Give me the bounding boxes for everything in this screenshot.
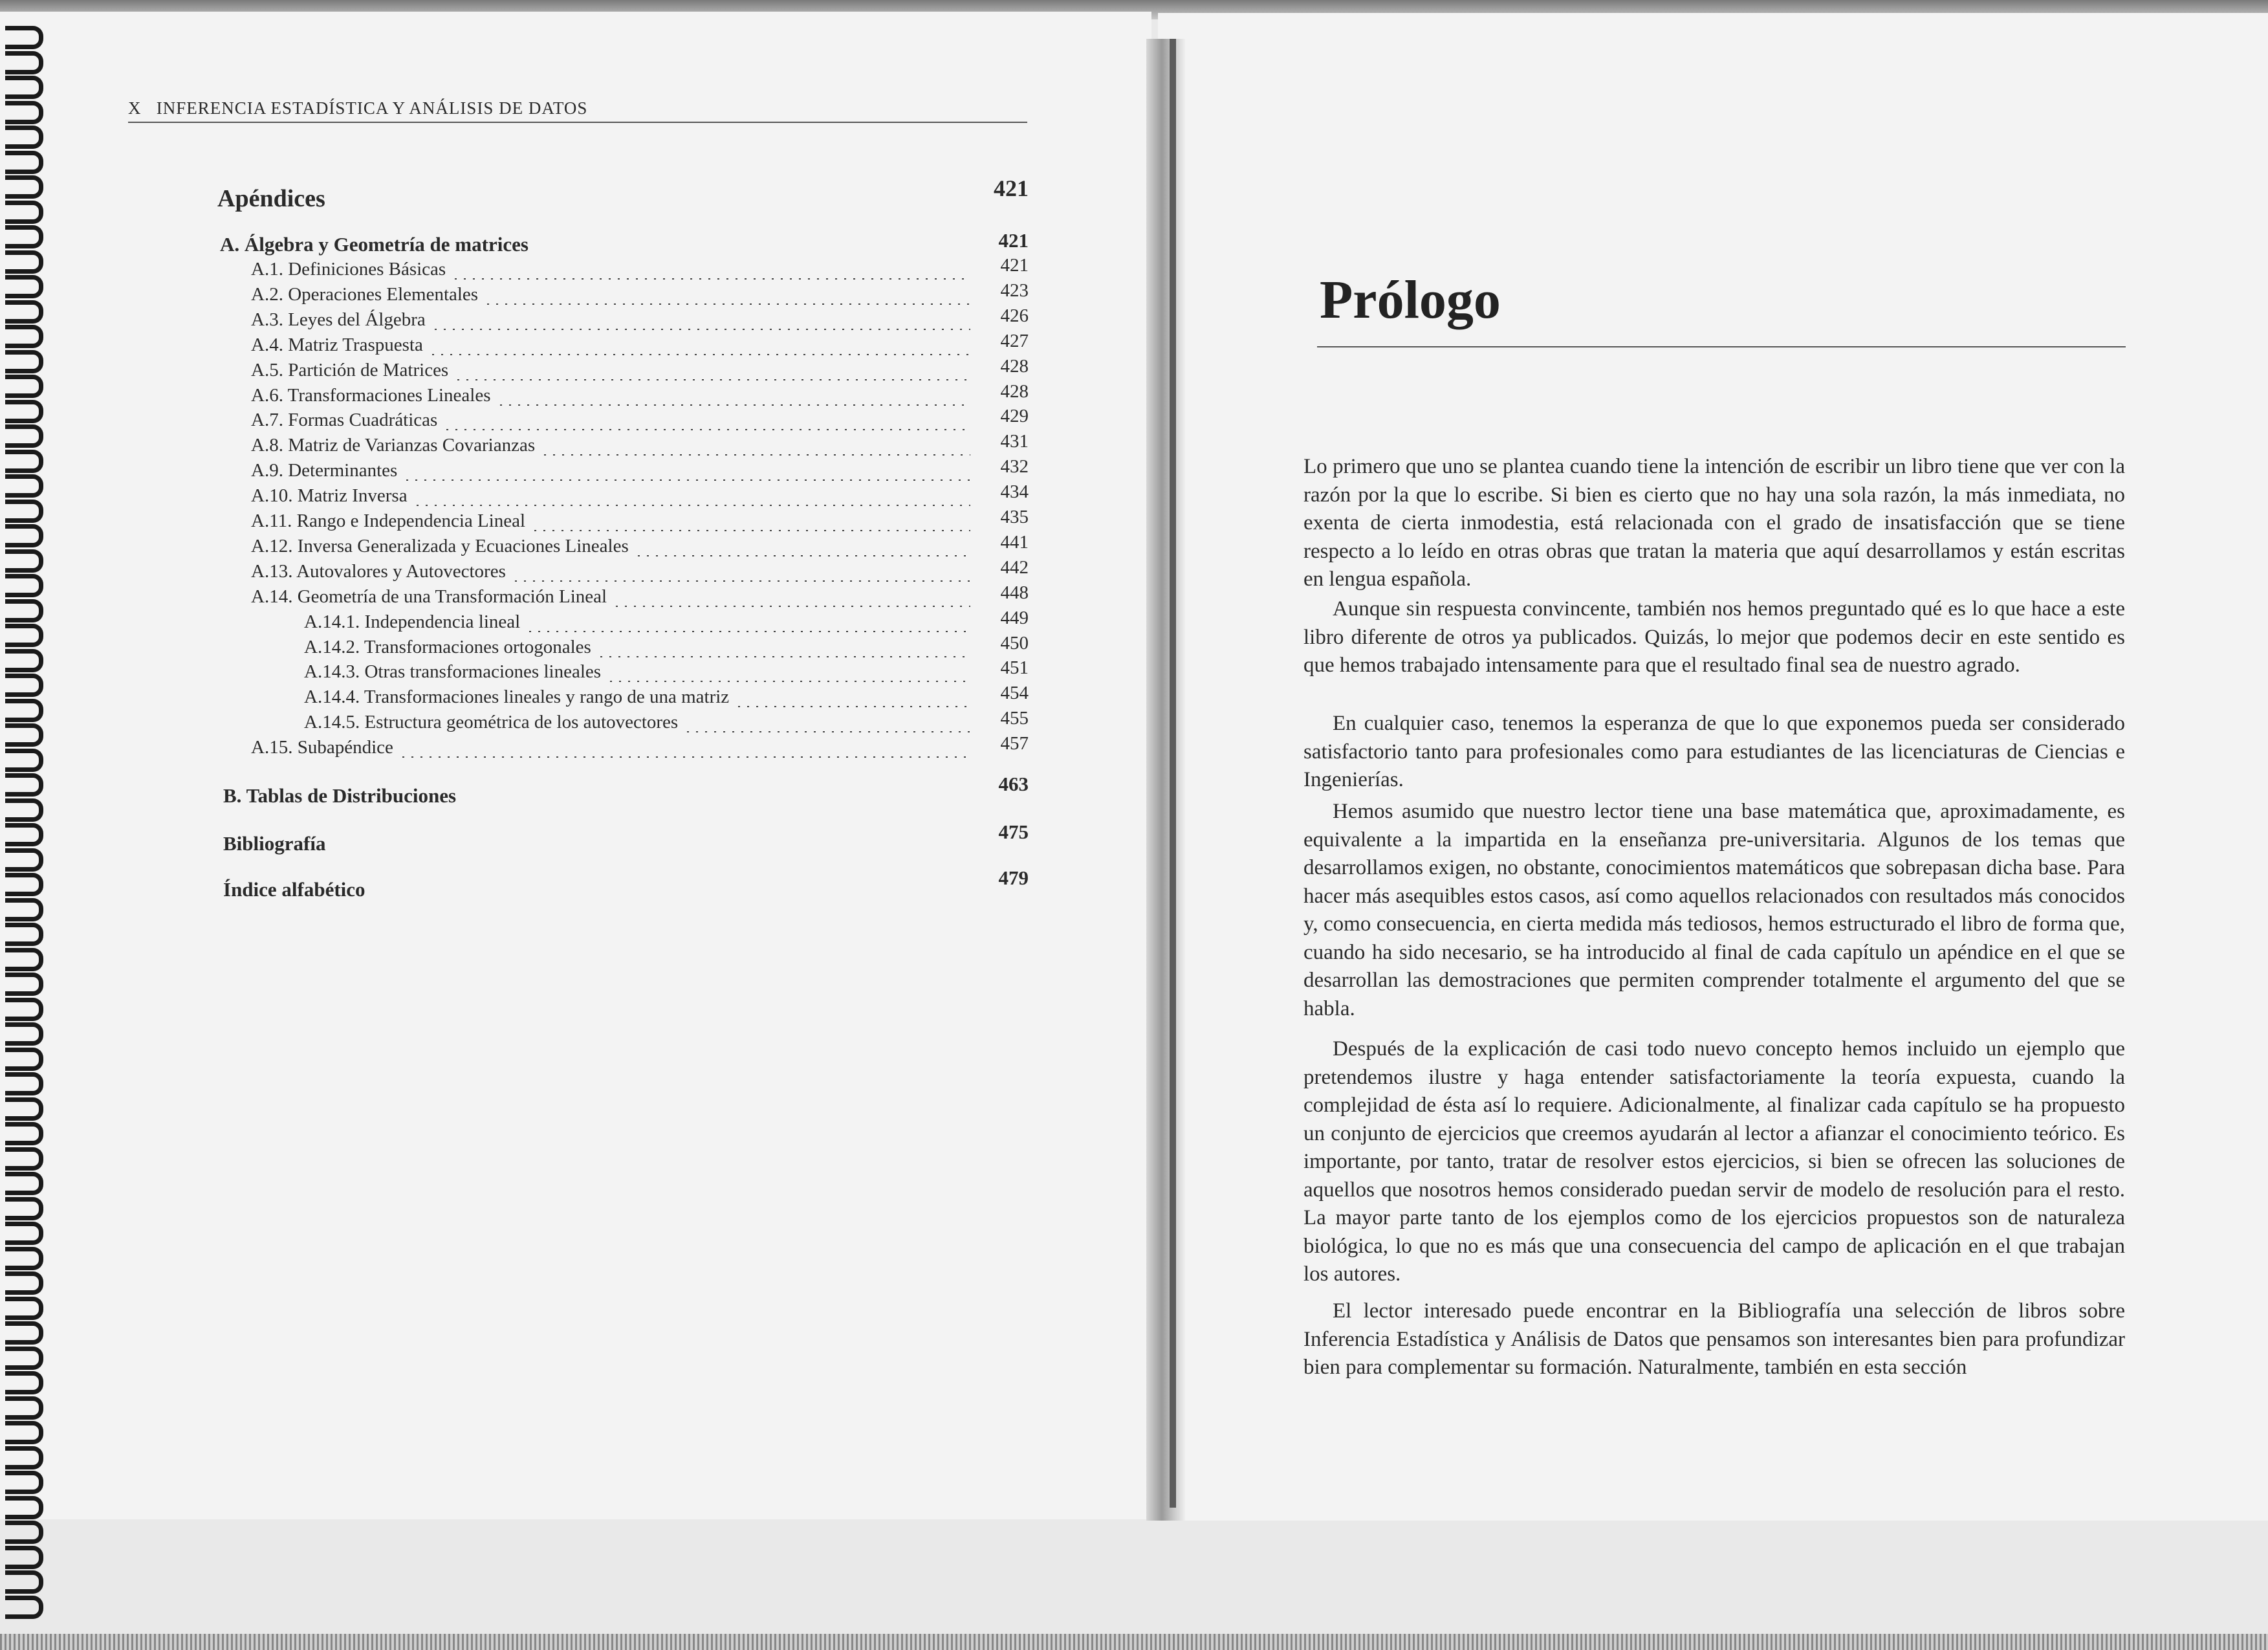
toc-entry-label: A.3. Leyes del Álgebra: [251, 309, 426, 330]
binding-ring: [5, 201, 43, 224]
toc-section-b-page: 463: [998, 773, 1029, 795]
toc-entry: [0, 582, 1035, 612]
toc-indice-label: Índice alfabético: [223, 878, 365, 901]
binding-ring: [5, 1471, 43, 1494]
toc-entry-leader: [529, 631, 970, 632]
binding-ring: [5, 1097, 43, 1121]
binding-ring: [5, 1271, 43, 1295]
toc-entry-leader: [487, 303, 970, 305]
binding-ring: [5, 1197, 43, 1220]
toc-entry-page: 427: [1000, 331, 1029, 351]
binding-ring: [5, 1222, 43, 1245]
toc-entry-label: A.14.5. Estructura geométrica de los autovectores: [304, 712, 679, 732]
binding-ring: [5, 923, 43, 946]
book-spine-shadow: [1146, 39, 1185, 1521]
toc-entry-page: 426: [1000, 305, 1029, 326]
binding-ring: [5, 998, 43, 1021]
binding-ring: [5, 1421, 43, 1444]
binding-ring: [5, 1496, 43, 1519]
toc-entry-label: A.10. Matriz Inversa: [251, 485, 408, 506]
binding-ring: [5, 151, 43, 174]
toc-entry-page: 449: [1000, 608, 1029, 628]
binding-ring: [5, 1247, 43, 1270]
toc-entry: [0, 406, 1035, 435]
toc-entry-leader: [435, 329, 970, 330]
toc-bibliografia-label: Bibliografía: [223, 832, 326, 855]
prologo-paragraph-2: Aunque sin respuesta convincente, también nos hemos preguntado qué es lo que hace a este libro diferente de otros ya publicados. Quizás, lo mejor que podemos decir en este sentido es que hemos trabajado intensamente para que el resultado final sea de nuestro agrado.: [1303, 597, 2125, 677]
toc-entry: [0, 280, 1035, 310]
binding-ring: [5, 101, 43, 124]
running-head: [128, 98, 587, 118]
toc-entry-leader: [446, 429, 970, 430]
toc-entry-label: A.14.2. Transformaciones ortogonales: [304, 637, 591, 657]
prologo-paragraph-1: Lo primero que uno se plantea cuando tiene la intención de escribir un libro tiene que ver con la razón por la que lo escribe. Si bien es cierto que no hay una sola razón, la más inmediata, no exenta de cierta inmodestia, está relacionada con el grado de insatisfacción que se tiene respecto a lo leído en otras obras que tratan la materia que aquí desarrollamos y están escritas en lengua española.: [1303, 455, 2125, 591]
toc-entry-leader: [402, 756, 970, 758]
binding-ring: [5, 126, 43, 149]
toc-entry: [0, 507, 1035, 536]
toc-section-b: [0, 773, 1035, 810]
toc-entry-leader: [687, 731, 970, 732]
toc-entry-leader: [417, 505, 970, 506]
binding-ring: [5, 1048, 43, 1071]
toc-section-a: [0, 229, 1035, 259]
toc-entry-page: 435: [1000, 507, 1029, 527]
toc-entry-page: 448: [1000, 582, 1029, 603]
toc-entry-leader: [455, 278, 970, 280]
toc-entry-leader: [610, 681, 970, 682]
binding-ring: [5, 175, 43, 199]
prologo-paragraph-3: En cualquier caso, tenemos la esperanza de que lo que exponemos pueda ser considerado satisfactorio tanto para profesionales como para estudiantes de las licenciaturas de Ciencias e Ingenierías.: [1303, 712, 2125, 791]
toc-entry-label: A.1. Definiciones Básicas: [251, 259, 446, 280]
toc-entry-page: 434: [1000, 481, 1029, 502]
toc-entry-page: 423: [1000, 280, 1029, 301]
toc-entry-page: 454: [1000, 683, 1029, 703]
toc-entry: [0, 431, 1035, 461]
toc-entry: [0, 532, 1035, 562]
toc-entry: [0, 331, 1035, 360]
toc-entry-label: A.2. Operaciones Elementales: [251, 284, 479, 305]
binding-ring: [5, 1022, 43, 1046]
toc-entry-leader: [738, 706, 970, 707]
binding-ring: [5, 1297, 43, 1320]
toc-entry: [0, 733, 1035, 763]
toc-entry-label: A.9. Determinantes: [251, 460, 398, 481]
toc-entry-label: A.14. Geometría de una Transformación Lineal: [251, 586, 607, 607]
toc-entry: [0, 557, 1035, 587]
toc-entry-leader: [544, 454, 970, 456]
toc-entry-leader: [500, 404, 970, 406]
toc-heading-page: 421: [994, 175, 1029, 201]
toc-entry-label: A.5. Partición de Matrices: [251, 360, 449, 380]
toc-entry-label: A.7. Formas Cuadráticas: [251, 410, 438, 430]
toc-entry-leader: [600, 656, 970, 657]
prologo-paragraph-6: El lector interesado puede encontrar en la Bibliografía una selección de libros sobre Inferencia Estadística y Análisis de Datos que pensamos son interesantes bien para profundizar bien para complementar su formación. Naturalmente, también en esta sección: [1303, 1299, 2125, 1379]
toc-entry-page: 421: [1000, 255, 1029, 276]
toc-entry: [0, 657, 1035, 687]
toc-entry-page: 442: [1000, 557, 1029, 578]
toc-entry-leader: [515, 580, 970, 582]
toc-entry-label: A.14.1. Independencia lineal: [304, 611, 521, 632]
binding-ring: [5, 1521, 43, 1544]
toc-entry-leader: [406, 479, 970, 481]
running-head-page-number: X: [128, 98, 142, 118]
toc-entry: [0, 608, 1035, 637]
binding-ring: [5, 1546, 43, 1569]
binding-ring: [5, 1172, 43, 1195]
toc-entry: [0, 356, 1035, 386]
binding-ring: [5, 51, 43, 74]
binding-ring: [5, 1122, 43, 1145]
toc-entry-page: 431: [1000, 431, 1029, 452]
toc-entry-label: A.13. Autovalores y Autovectores: [251, 561, 506, 582]
prologo-rule: [1317, 346, 2126, 347]
binding-ring: [5, 1147, 43, 1171]
toc-entry-label: A.14.4. Transformaciones lineales y rango de una matriz: [304, 687, 730, 707]
binding-ring: [5, 1371, 43, 1394]
toc-bibliografia: [0, 820, 1035, 858]
binding-ring: [5, 1396, 43, 1420]
toc-entry-label: A.6. Transformaciones Lineales: [251, 385, 491, 406]
right-page-edge: [1170, 39, 1176, 1508]
running-head-rule: [128, 122, 1027, 123]
toc-heading: Apéndices: [217, 185, 325, 212]
toc-entry: [0, 683, 1035, 712]
binding-ring: [5, 973, 43, 996]
toc-indice-page: 479: [998, 866, 1029, 889]
toc-entry-page: 457: [1000, 733, 1029, 754]
toc-entry-leader: [432, 354, 970, 355]
toc-entry: [0, 633, 1035, 663]
toc-entry-label: A.8. Matriz de Varianzas Covarianzas: [251, 435, 536, 456]
toc-entry-page: 451: [1000, 657, 1029, 678]
toc-section-a-page: 421: [998, 229, 1029, 252]
toc-entry: [0, 381, 1035, 411]
binding-ring: [5, 1570, 43, 1594]
binding-ring: [5, 1446, 43, 1469]
toc-entry: [0, 456, 1035, 486]
binding-ring: [5, 1321, 43, 1345]
toc-entry-page: 432: [1000, 456, 1029, 477]
running-head-title: INFERENCIA ESTADÍSTICA Y ANÁLISIS DE DATOS: [156, 98, 588, 118]
toc-entry-page: 428: [1000, 381, 1029, 402]
toc-entry-leader: [534, 530, 970, 531]
prologo-title: Prólogo: [1320, 270, 1501, 330]
toc-entry-page: 428: [1000, 356, 1029, 377]
toc-bibliografia-page: 475: [998, 820, 1029, 843]
toc-entry: [0, 481, 1035, 511]
scan-bottom-edge: [0, 1634, 2268, 1650]
binding-ring: [5, 26, 43, 49]
binding-ring: [5, 948, 43, 971]
toc-section-a-label: A. Álgebra y Geometría de matrices: [220, 233, 529, 256]
toc-entry-page: 429: [1000, 406, 1029, 426]
toc-entry-label: A.14.3. Otras transformaciones lineales: [304, 661, 602, 682]
toc-entry-leader: [616, 606, 970, 607]
toc-entry-label: A.11. Rango e Independencia Lineal: [251, 511, 526, 531]
toc-entry-leader: [638, 555, 970, 556]
toc-entry: [0, 255, 1035, 285]
binding-ring: [5, 1596, 43, 1619]
toc-entry-page: 450: [1000, 633, 1029, 654]
prologo-paragraph-5: Después de la explicación de casi todo nuevo concepto hemos incluido un ejemplo que pretendemos ilustre y haga entender satisfactoriamente la teoría expuesta, cuando la complejidad de ésta así lo requiere. Adicionalmente, al finalizar cada capítulo se ha propuesto un conjunto de ejercicios que creemos ayudarán al lector a afianzar el conocimiento teórico. Es importante, por tanto, tratar de resolver estos ejercicios, si bien se ofrecen las soluciones de aquellos que nosotros hemos considerado puedan servir de modelo de resolución para el resto. La mayor parte tanto de los ejemplos como de los ejercicios propuestos son de naturaleza biológica, lo que no es más que una consecuencia del campo de aplicación en el que trabajan los autores.: [1303, 1037, 2125, 1286]
toc-entry-leader: [457, 379, 970, 380]
toc-entry-label: A.15. Subapéndice: [251, 737, 393, 758]
toc-entry-page: 441: [1000, 532, 1029, 553]
toc-entry: [0, 305, 1035, 335]
binding-ring: [5, 1347, 43, 1370]
toc-indice: [0, 866, 1035, 904]
toc-section-b-label: B. Tablas de Distribuciones: [223, 784, 457, 807]
toc-entry-label: A.4. Matriz Traspuesta: [251, 335, 423, 355]
toc-entry-label: A.12. Inversa Generalizada y Ecuaciones Lineales: [251, 536, 629, 556]
binding-ring: [5, 1072, 43, 1095]
toc-entry-page: 455: [1000, 708, 1029, 729]
toc-entry: [0, 708, 1035, 738]
prologo-paragraph-4: Hemos asumido que nuestro lector tiene una base matemática que, aproximadamente, es equivalente a la impartida en la enseñanza pre-universitaria. Algunos de los temas que desarrollamos exigen, no obstante, conocimientos matemáticos que sobrepasan dicha base. Para hacer más asequibles estos casos, así como aquellos relacionados con resultados más conocidos y, como consecuencia, en cierta medida más tediosos, hemos estructurado el libro de forma que, cuando ha sido necesario, se ha introducido al final de cada capítulo un apéndice en el que se desarrollan las demostraciones que permiten comprender totalmente el argumento del que se habla.: [1303, 800, 2125, 1020]
binding-ring: [5, 76, 43, 99]
